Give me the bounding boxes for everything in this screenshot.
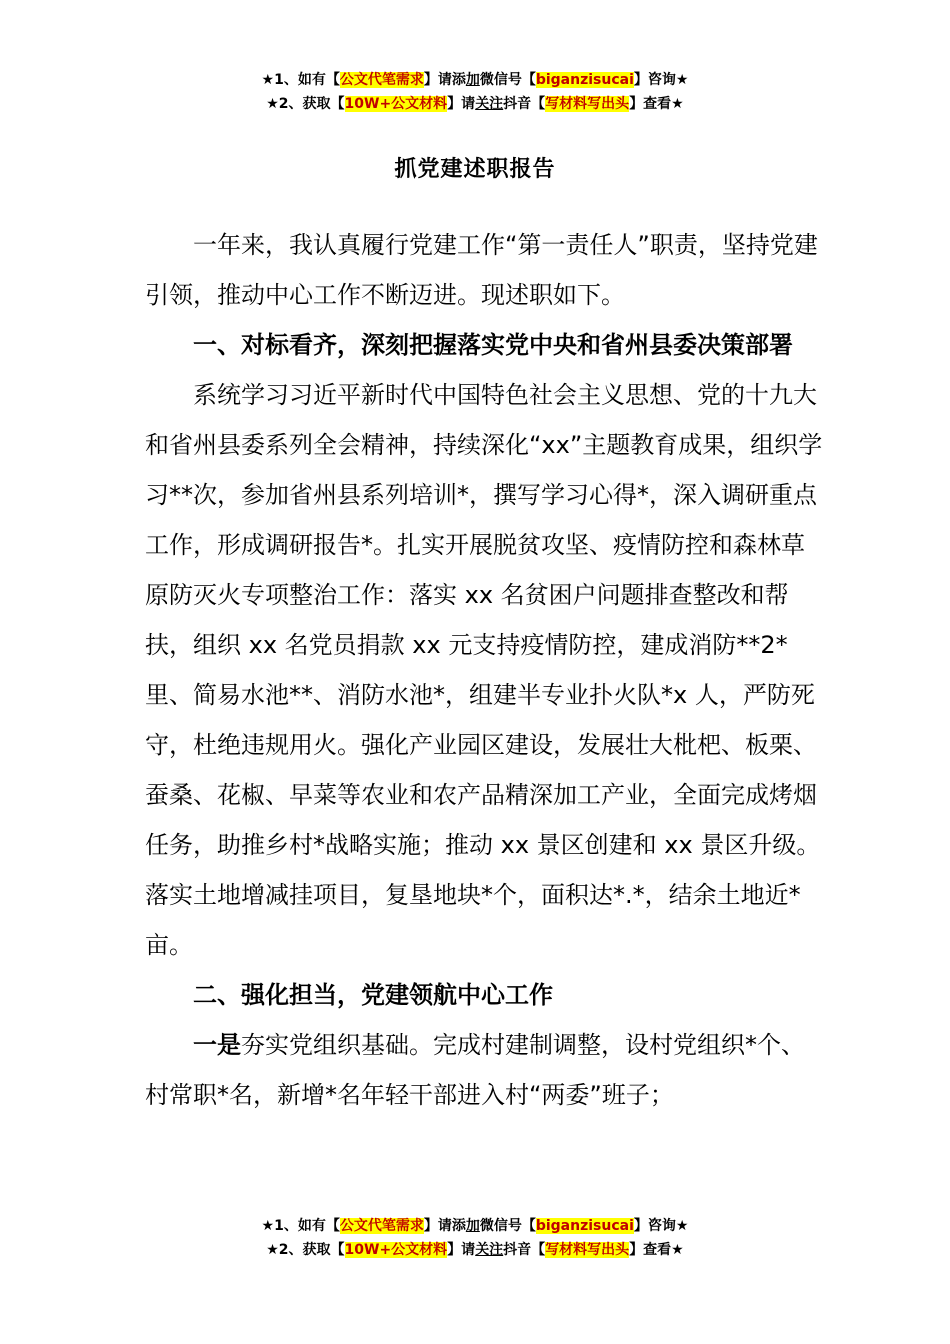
- promo-highlight: 公文代笔需求: [339, 1218, 424, 1234]
- section-2-heading: 二、强化担当，党建领航中心工作: [193, 981, 553, 1009]
- promo-text: 抖音【: [503, 1242, 546, 1258]
- section-1-paragraph: 系统学习习近平新时代中国特色社会主义思想、党的十九大和省州县委系列全会精神，持续深化“xx”主题教育成果，组织学习**次，参加省州县系列培训*，撰写学习心得*，深入调研重点工作，形成调研报告*。扎实开展脱贫攻坚、疫情防控和森林草原防灭火专项整治工作：落实 xx 名贫困户问题排查整改和帮扶，组织 xx 名党员捐款 xx 元支持疫情防控，建成消防**2*里、简易水池**、消防水池*，组建半专业扑火队*x 人，严防死守，杜绝违规用火。强化产业园区建设，发展壮大枇杷、板栗、蚕桑、花椒、早菜等农业和农产品精深加工产业，全面完成烤烟任务，助推乡村*战略实施；推动 xx 景区创建和 xx 景区升级。落实土地增减挂项目，复垦地块*个，面积达*.*，结余土地近*亩。: [145, 381, 823, 959]
- promo-highlight: biganzisucai: [535, 72, 634, 88]
- promo-underline: 关注: [475, 96, 504, 112]
- promo-line-2: [0, 92, 950, 116]
- promo-highlight: 公文代笔需求: [339, 72, 424, 88]
- promo-text: 抖音【: [503, 96, 546, 112]
- promo-text: 】咨询★: [633, 1218, 689, 1234]
- promo-highlight: biganzisucai: [535, 1218, 634, 1234]
- promo-text: 】查看★: [629, 96, 684, 112]
- promo-highlight: 10W+公文材料: [344, 1242, 448, 1258]
- promo-line-1: [0, 1214, 950, 1238]
- section-2-text: 夯实党组织基础。完成村建制调整，设村党组织*个、村常职*名，新增*名年轻干部进入村“两委”班子；: [145, 1031, 805, 1109]
- document-body: [145, 220, 825, 1120]
- promo-underline: 关注: [475, 1242, 504, 1258]
- promo-highlight: 写材料写出头: [545, 1242, 630, 1258]
- intro-paragraph: 一年来，我认真履行党建工作“第一责任人”职责，坚持党建引领，推动中心工作不断迈进。现述职如下。: [145, 231, 818, 309]
- footer-promo: [0, 1214, 950, 1262]
- promo-underline: 加: [465, 1218, 480, 1234]
- promo-text: ★1、如有【: [261, 72, 340, 88]
- promo-text: 】请: [447, 96, 476, 112]
- promo-highlight: 写材料写出头: [545, 96, 630, 112]
- header-promo: [0, 68, 950, 116]
- promo-line-1: [0, 68, 950, 92]
- promo-text: 】请: [447, 1242, 476, 1258]
- promo-text: ★2、获取【: [266, 96, 345, 112]
- promo-underline: 加: [465, 72, 480, 88]
- promo-line-2: [0, 1238, 950, 1262]
- promo-text: 】咨询★: [633, 72, 689, 88]
- section-2-lead: 一是: [193, 1031, 241, 1059]
- promo-text: 微信号【: [479, 72, 536, 88]
- promo-text: ★1、如有【: [261, 1218, 340, 1234]
- promo-text: ★2、获取【: [266, 1242, 345, 1258]
- promo-text: 微信号【: [479, 1218, 536, 1234]
- promo-highlight: 10W+公文材料: [344, 96, 448, 112]
- promo-text: 】查看★: [629, 1242, 684, 1258]
- section-2-paragraph: [145, 1020, 825, 1120]
- section-1-heading: 一、对标看齐，深刻把握落实党中央和省州县委决策部署: [193, 331, 793, 359]
- promo-text: 】请添: [423, 72, 466, 88]
- document-title: 抓党建述职报告: [394, 157, 556, 182]
- promo-text: 】请添: [423, 1218, 466, 1234]
